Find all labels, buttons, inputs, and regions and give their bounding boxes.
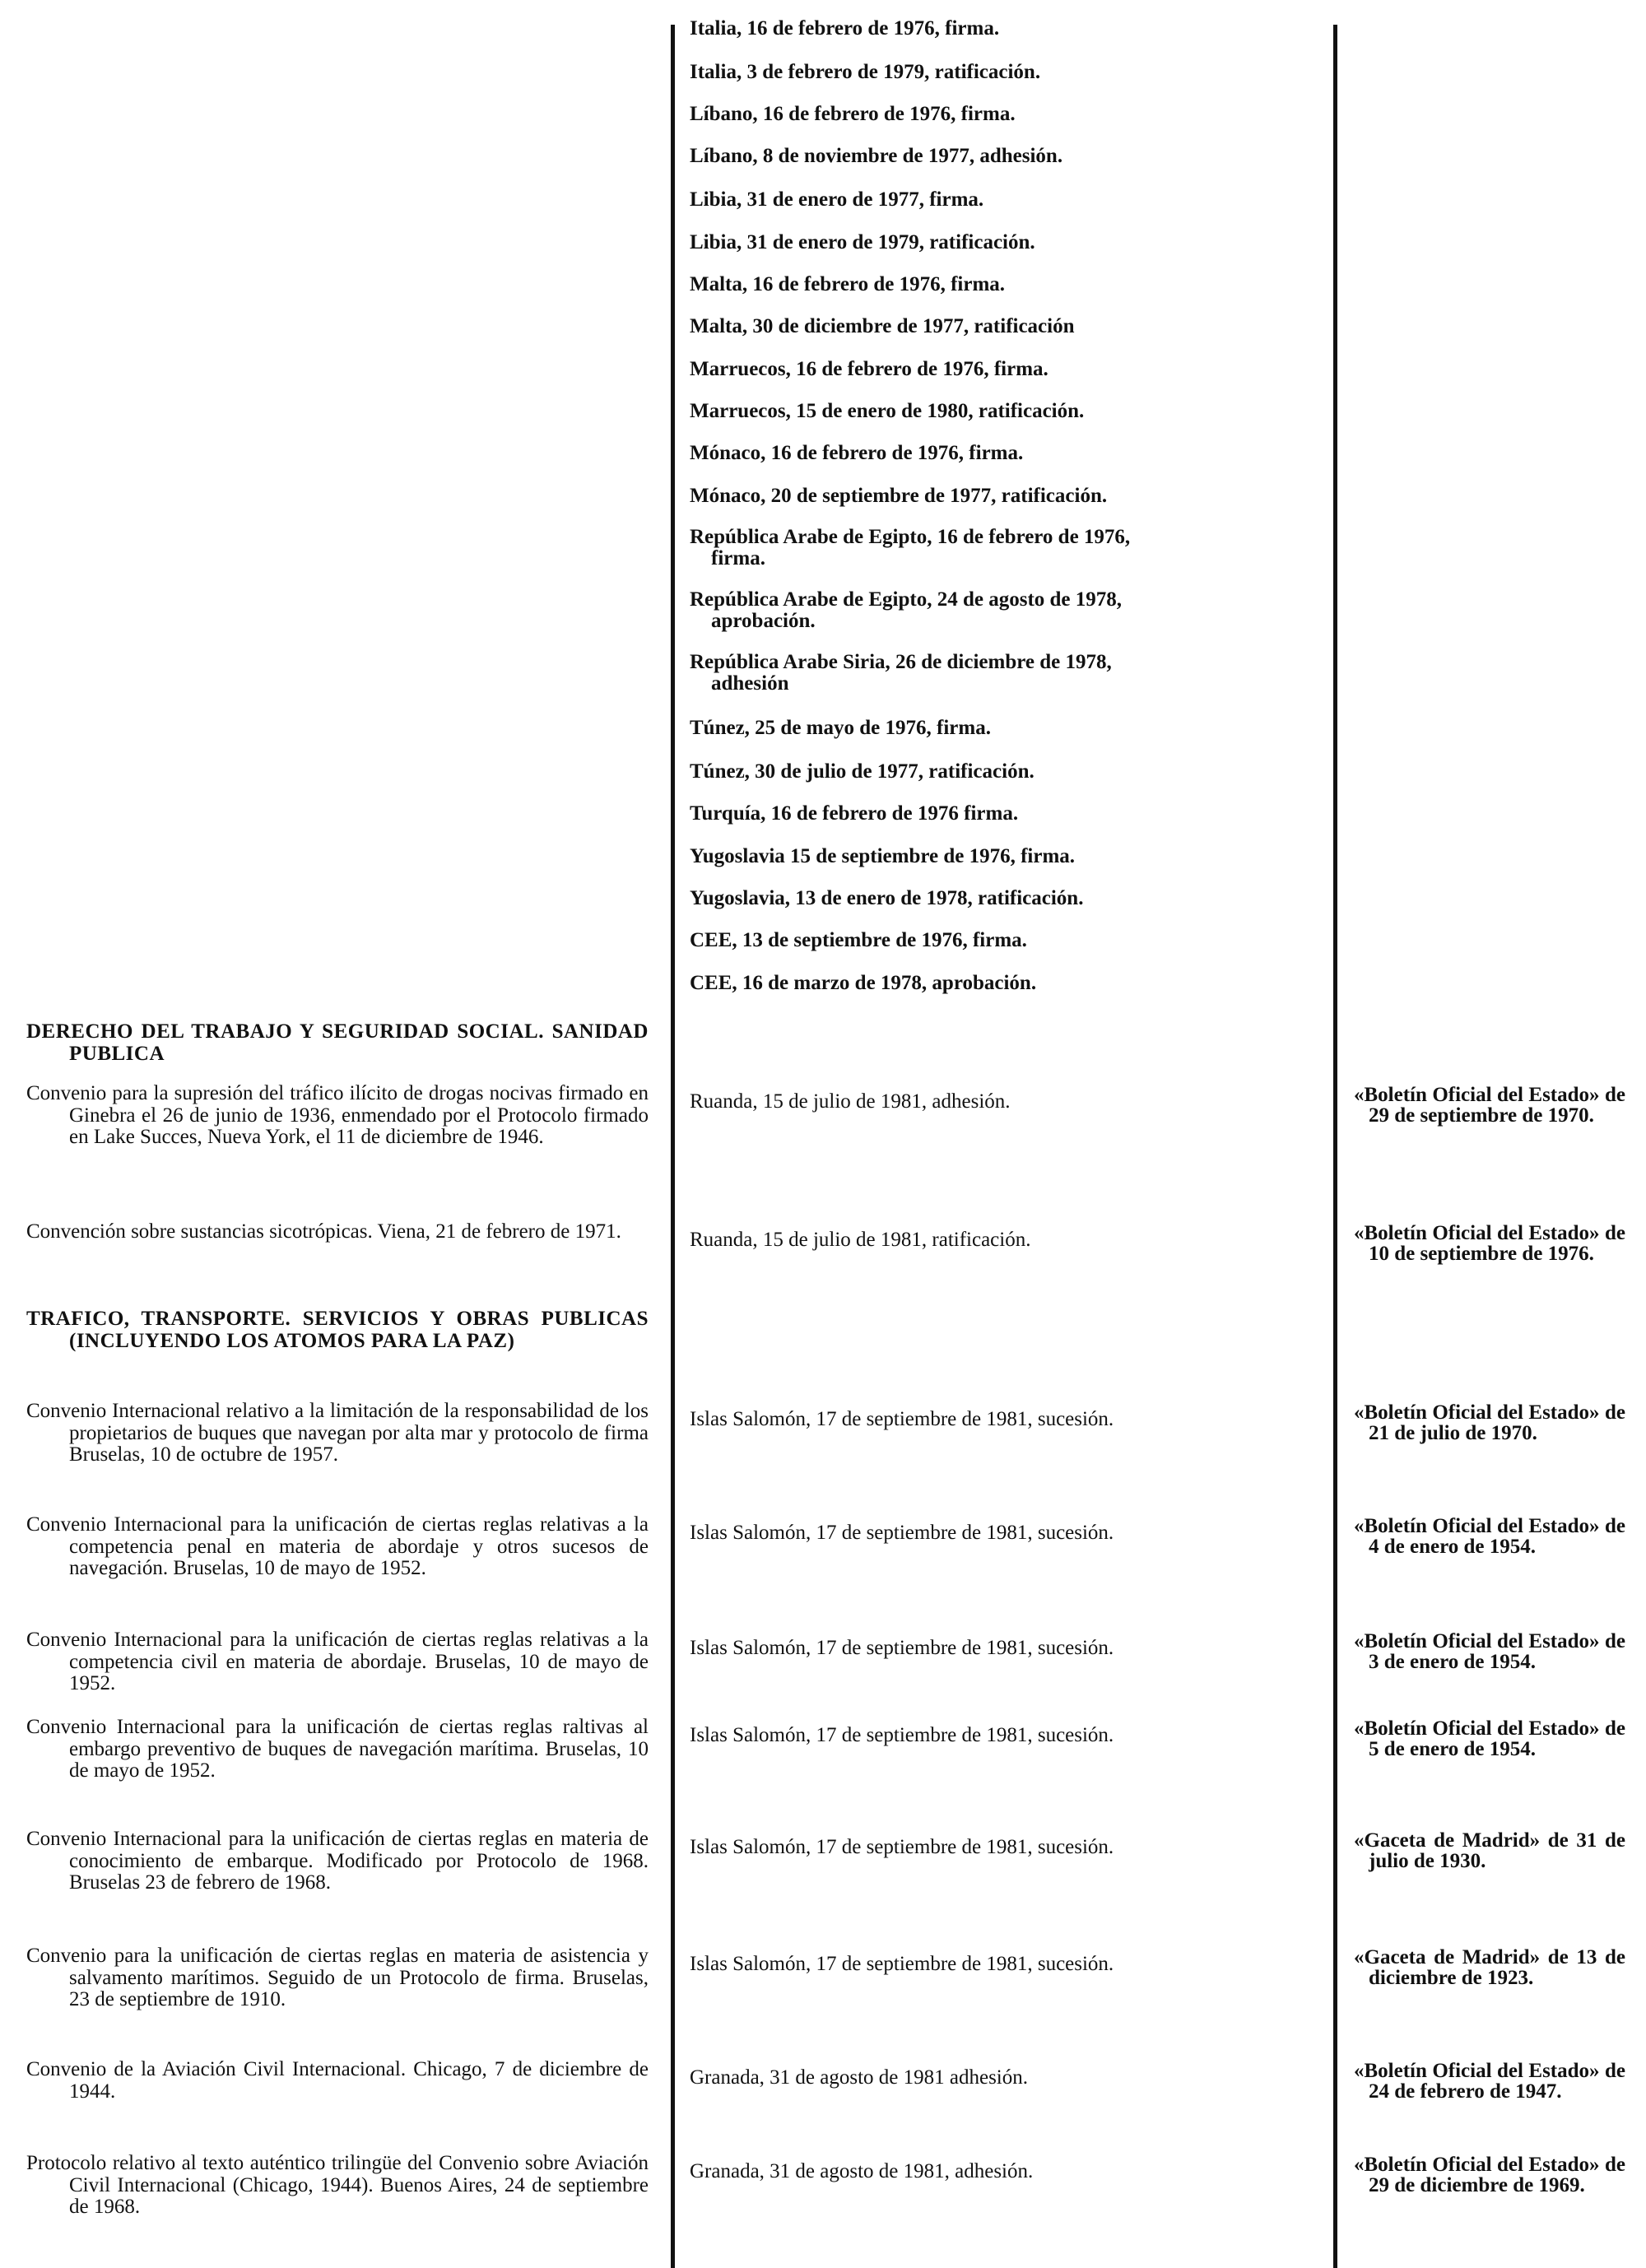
treaty-title: Convenio Internacional relativo a la limitación de la responsabilidad de los propietarios de buques que navegan por alta mar y protocolo de firma Bruselas, 10 de octubre de 1957. bbox=[26, 1400, 649, 1466]
ratification-entry: CEE, 16 de marzo de 1978, aprobación. bbox=[690, 972, 1037, 994]
column-rule-left bbox=[671, 25, 675, 2268]
publication-reference: «Boletín Oficial del Estado» de 29 de diciembre de 1969. bbox=[1354, 2154, 1625, 2196]
treaty-action: Islas Salomón, 17 de septiembre de 1981, sucesión. bbox=[690, 1724, 1114, 1746]
ratification-entry: Turquía, 16 de febrero de 1976 firma. bbox=[690, 802, 1019, 825]
ratification-entry bbox=[690, 589, 1315, 632]
treaty-action: Islas Salomón, 17 de septiembre de 1981, sucesión. bbox=[690, 1836, 1114, 1858]
ratification-entry: Yugoslavia, 13 de enero de 1978, ratificación. bbox=[690, 887, 1084, 909]
treaty-action: Ruanda, 15 de julio de 1981, adhesión. bbox=[690, 1090, 1011, 1113]
ratification-entry-line: aprobación. bbox=[711, 610, 816, 632]
treaty-title: Convenio Internacional para la unificación de ciertas reglas raltivas al embargo preventivo de buques de navegación marítima. Bruselas, 10 de mayo de 1952. bbox=[26, 1716, 649, 1782]
treaty-action: Granada, 31 de agosto de 1981, adhesión. bbox=[690, 2160, 1034, 2182]
ratification-entry: Yugoslavia 15 de septiembre de 1976, firma. bbox=[690, 845, 1076, 867]
treaty-title: Convenio para la supresión del tráfico ilícito de drogas nocivas firmado en Ginebra el 26 de junio de 1936, enmendado por el Protocolo firmado en Lake Succes, Nueva York, el 11 de diciembre de 1946. bbox=[26, 1082, 649, 1148]
publication-reference: «Boletín Oficial del Estado» de 29 de septiembre de 1970. bbox=[1354, 1084, 1625, 1127]
treaty-action: Ruanda, 15 de julio de 1981, ratificación. bbox=[690, 1229, 1031, 1251]
ratification-entry bbox=[690, 527, 1315, 569]
treaty-title: Convenio para la unificación de ciertas reglas en materia de asistencia y salvamento marítimos. Seguido de un Protocolo de firma. Bruselas, 23 de septiembre de 1910. bbox=[26, 1945, 649, 2010]
publication-reference: «Boletín Oficial del Estado» de 5 de enero de 1954. bbox=[1354, 1717, 1625, 1760]
ratification-entry: Italia, 16 de febrero de 1976, firma. bbox=[690, 17, 1000, 40]
ratification-entry: Malta, 30 de diciembre de 1977, ratificación bbox=[690, 315, 1075, 337]
treaty-action: Islas Salomón, 17 de septiembre de 1981, sucesión. bbox=[690, 1522, 1114, 1544]
ratification-entry: Túnez, 25 de mayo de 1976, firma. bbox=[690, 717, 991, 739]
treaty-action: Islas Salomón, 17 de septiembre de 1981, sucesión. bbox=[690, 1637, 1114, 1659]
treaty-title: Convenio Internacional para la unificación de ciertas reglas relativas a la competencia civil en materia de abordaje. Bruselas, 10 de mayo de 1952. bbox=[26, 1629, 649, 1694]
publication-reference: «Boletín Oficial del Estado» de 3 de enero de 1954. bbox=[1354, 1630, 1625, 1673]
treaty-action: Granada, 31 de agosto de 1981 adhesión. bbox=[690, 2066, 1028, 2089]
ratification-entry: Italia, 3 de febrero de 1979, ratificación. bbox=[690, 61, 1041, 83]
publication-reference: «Boletín Oficial del Estado» de 4 de enero de 1954. bbox=[1354, 1515, 1625, 1558]
treaty-title: Convenio Internacional para la unificación de ciertas reglas en materia de conocimiento de embarque. Modificado por Protocolo de 1968. Bruselas 23 de febrero de 1968. bbox=[26, 1828, 649, 1894]
ratification-entry: Marruecos, 16 de febrero de 1976, firma. bbox=[690, 358, 1049, 380]
ratification-entry-line: adhesión bbox=[711, 672, 789, 695]
ratification-entry-line: República Arabe de Egipto, 16 de febrero de 1976, bbox=[690, 526, 1131, 548]
section-heading: TRAFICO, TRANSPORTE. SERVICIOS Y OBRAS PUBLICAS (INCLUYENDO LOS ATOMOS PARA LA PAZ) bbox=[26, 1308, 649, 1352]
ratification-entry bbox=[690, 652, 1315, 695]
treaty-title: Protocolo relativo al texto auténtico trilingüe del Convenio sobre Aviación Civil Internacional (Chicago, 1944). Buenos Aires, 24 de septiembre de 1968. bbox=[26, 2152, 649, 2218]
ratification-entry: Túnez, 30 de julio de 1977, ratificación. bbox=[690, 760, 1035, 783]
treaty-action: Islas Salomón, 17 de septiembre de 1981, sucesión. bbox=[690, 1953, 1114, 1975]
column-rule-right bbox=[1333, 25, 1337, 2268]
ratification-entry: Libia, 31 de enero de 1979, ratificación. bbox=[690, 231, 1035, 253]
publication-reference: «Boletín Oficial del Estado» de 21 de julio de 1970. bbox=[1354, 1401, 1625, 1444]
ratification-entry: Mónaco, 20 de septiembre de 1977, ratificación. bbox=[690, 485, 1108, 507]
ratification-entry: Mónaco, 16 de febrero de 1976, firma. bbox=[690, 442, 1024, 464]
ratification-entry: Malta, 16 de febrero de 1976, firma. bbox=[690, 273, 1006, 295]
publication-reference: «Gaceta de Madrid» de 13 de diciembre de 1923. bbox=[1354, 1946, 1625, 1989]
ratification-entry: Marruecos, 15 de enero de 1980, ratificación. bbox=[690, 400, 1085, 422]
section-heading: DERECHO DEL TRABAJO Y SEGURIDAD SOCIAL. SANIDAD PUBLICA bbox=[26, 1020, 649, 1065]
ratification-entry: CEE, 13 de septiembre de 1976, firma. bbox=[690, 929, 1027, 951]
treaty-action: Islas Salomón, 17 de septiembre de 1981, sucesión. bbox=[690, 1408, 1114, 1430]
publication-reference: «Boletín Oficial del Estado» de 24 de febrero de 1947. bbox=[1354, 2060, 1625, 2103]
ratification-entry: Líbano, 8 de noviembre de 1977, adhesión. bbox=[690, 145, 1063, 167]
treaty-title: Convenio Internacional para la unificación de ciertas reglas relativas a la competencia penal en materia de abordaje y otros sucesos de navegación. Bruselas, 10 de mayo de 1952. bbox=[26, 1513, 649, 1579]
publication-reference: «Boletín Oficial del Estado» de 10 de septiembre de 1976. bbox=[1354, 1222, 1625, 1265]
ratification-entry: Libia, 31 de enero de 1977, firma. bbox=[690, 188, 984, 211]
ratification-entry-line: República Arabe de Egipto, 24 de agosto de 1978, bbox=[690, 588, 1123, 611]
publication-reference: «Gaceta de Madrid» de 31 de julio de 1930. bbox=[1354, 1829, 1625, 1872]
treaty-title: Convención sobre sustancias sicotrópicas. Viena, 21 de febrero de 1971. bbox=[26, 1220, 621, 1243]
treaty-title: Convenio de la Aviación Civil Internacional. Chicago, 7 de diciembre de 1944. bbox=[26, 2058, 649, 2103]
ratification-entry-line: República Arabe Siria, 26 de diciembre de 1978, bbox=[690, 651, 1112, 673]
ratification-entry: Líbano, 16 de febrero de 1976, firma. bbox=[690, 103, 1016, 125]
ratification-entry-line: firma. bbox=[711, 547, 765, 569]
